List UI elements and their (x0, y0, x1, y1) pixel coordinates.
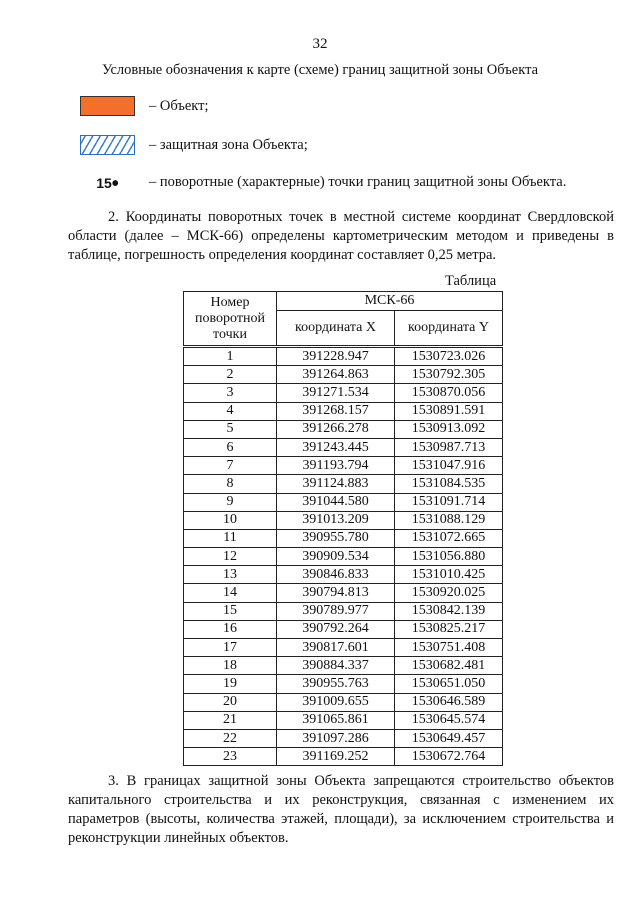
legend-label: – Объект; (149, 97, 209, 114)
table-row (184, 475, 503, 493)
coordinate-y-cell: 1531088.129 (395, 511, 503, 529)
coordinate-y-cell: 1530825.217 (395, 620, 503, 638)
coordinate-x-cell: 391266.278 (277, 420, 395, 438)
coordinate-x-cell: 391044.580 (277, 493, 395, 511)
coordinate-x-cell: 390884.337 (277, 657, 395, 675)
point-number-cell: 9 (184, 493, 277, 511)
coordinate-x-cell: 391065.861 (277, 711, 395, 729)
point-number-cell: 22 (184, 729, 277, 747)
point-number-cell: 13 (184, 566, 277, 584)
coordinate-y-cell: 1530672.764 (395, 748, 503, 766)
point-number-cell: 11 (184, 529, 277, 547)
table-row (184, 511, 503, 529)
coordinate-x-cell: 390955.780 (277, 529, 395, 547)
point-number-cell: 17 (184, 639, 277, 657)
table-row (184, 566, 503, 584)
legend-label: – защитная зона Объекта; (149, 136, 308, 153)
paragraph-restrictions (68, 772, 614, 848)
table-row (184, 366, 503, 384)
table-row (184, 402, 503, 420)
paragraph-text: 3. В границах защитной зоны Объекта запрещаются строительство объектов капитального строительства и их реконструкция, связанная с изменением их параметров (высоты, количества этажей, площади), за исключением строительства и реконструкции линейных объектов. (68, 773, 614, 846)
coordinate-y-cell: 1530723.026 (395, 347, 503, 366)
point-number-cell: 5 (184, 420, 277, 438)
coordinate-x-cell: 391193.794 (277, 457, 395, 475)
point-marker-label: 15 (96, 174, 112, 191)
point-marker-icon: 15• (96, 172, 119, 195)
coordinate-x-cell: 391169.252 (277, 748, 395, 766)
point-number-cell: 4 (184, 402, 277, 420)
coordinate-y-cell: 1530682.481 (395, 657, 503, 675)
point-number-cell: 20 (184, 693, 277, 711)
legend-item-turning-points (80, 168, 566, 196)
coordinate-y-cell: 1530920.025 (395, 584, 503, 602)
coordinate-y-cell: 1530651.050 (395, 675, 503, 693)
coordinate-x-cell: 391124.883 (277, 475, 395, 493)
coordinate-x-cell: 390846.833 (277, 566, 395, 584)
coordinate-x-cell: 391268.157 (277, 402, 395, 420)
table-row (184, 457, 503, 475)
coordinate-x-cell: 391013.209 (277, 511, 395, 529)
coordinate-x-cell: 390789.977 (277, 602, 395, 620)
table-row (184, 711, 503, 729)
table-row (184, 729, 503, 747)
table-row (184, 584, 503, 602)
point-number-cell: 1 (184, 347, 277, 366)
coordinate-x-cell: 391264.863 (277, 366, 395, 384)
point-number-cell: 23 (184, 748, 277, 766)
table-body (184, 347, 503, 766)
table-row (184, 548, 503, 566)
coordinate-y-cell: 1530751.408 (395, 639, 503, 657)
point-number-cell: 3 (184, 384, 277, 402)
coordinate-y-cell: 1531047.916 (395, 457, 503, 475)
header-coordinate-system: МСК-66 (277, 292, 503, 311)
coordinate-y-cell: 1530870.056 (395, 384, 503, 402)
coordinate-x-cell: 390909.534 (277, 548, 395, 566)
table-caption: Таблица (445, 273, 497, 289)
table-row (184, 529, 503, 547)
coordinate-x-cell: 390792.264 (277, 620, 395, 638)
coordinate-y-cell: 1531084.535 (395, 475, 503, 493)
paragraph-text: 2. Координаты поворотных точек в местной системе координат Свердловской области (далее – МСК-66) определены картометрическим методом и приведены в таблице, погрешность определения координат составляет 0,25 метра. (68, 209, 614, 263)
table-row (184, 602, 503, 620)
table-row (184, 347, 503, 366)
point-number-cell: 2 (184, 366, 277, 384)
coordinate-y-cell: 1530891.591 (395, 402, 503, 420)
coordinate-y-cell: 1530649.457 (395, 729, 503, 747)
coordinate-x-cell: 391009.655 (277, 693, 395, 711)
table-row (184, 693, 503, 711)
coordinate-y-cell: 1530792.305 (395, 366, 503, 384)
header-x: координата X (277, 311, 395, 347)
point-number-cell: 15 (184, 602, 277, 620)
object-symbol-icon (80, 96, 135, 116)
coordinate-x-cell: 391097.286 (277, 729, 395, 747)
coordinate-x-cell: 391271.534 (277, 384, 395, 402)
table-row (184, 420, 503, 438)
header-y: координата Y (395, 311, 503, 347)
coordinate-y-cell: 1531091.714 (395, 493, 503, 511)
point-number-cell: 7 (184, 457, 277, 475)
header-point-number: Номер поворотной точки (184, 292, 277, 347)
coordinates-table (183, 291, 503, 766)
paragraph-coordinates (68, 208, 614, 265)
coordinate-x-cell: 391243.445 (277, 438, 395, 456)
coordinate-y-cell: 1531072.665 (395, 529, 503, 547)
point-number-cell: 8 (184, 475, 277, 493)
coordinate-y-cell: 1531010.425 (395, 566, 503, 584)
coordinate-x-cell: 390955.763 (277, 675, 395, 693)
legend-item-protective-zone (80, 131, 308, 159)
coordinate-y-cell: 1530842.139 (395, 602, 503, 620)
page-number: 32 (312, 36, 328, 52)
coordinate-x-cell: 390817.601 (277, 639, 395, 657)
point-number-cell: 6 (184, 438, 277, 456)
point-number-cell: 10 (184, 511, 277, 529)
table-row (184, 620, 503, 638)
table-row (184, 748, 503, 766)
table-row (184, 675, 503, 693)
coordinate-x-cell: 390794.813 (277, 584, 395, 602)
legend-title: Условные обозначения к карте (схеме) границ защитной зоны Объекта (101, 62, 539, 78)
coordinate-y-cell: 1530645.574 (395, 711, 503, 729)
point-number-cell: 18 (184, 657, 277, 675)
legend-label: – поворотные (характерные) точки границ защитной зоны Объекта. (149, 173, 567, 190)
point-number-cell: 21 (184, 711, 277, 729)
table-row (184, 384, 503, 402)
coordinate-x-cell: 391228.947 (277, 347, 395, 366)
hatch-symbol-icon (80, 135, 135, 155)
coordinate-y-cell: 1530646.589 (395, 693, 503, 711)
coordinate-y-cell: 1530913.092 (395, 420, 503, 438)
point-number-cell: 19 (184, 675, 277, 693)
point-number-cell: 12 (184, 548, 277, 566)
coordinate-y-cell: 1530987.713 (395, 438, 503, 456)
table-row (184, 639, 503, 657)
table-row (184, 657, 503, 675)
legend-item-object (80, 92, 209, 120)
point-number-cell: 16 (184, 620, 277, 638)
table-row (184, 493, 503, 511)
coordinate-y-cell: 1531056.880 (395, 548, 503, 566)
point-number-cell: 14 (184, 584, 277, 602)
table-row (184, 438, 503, 456)
